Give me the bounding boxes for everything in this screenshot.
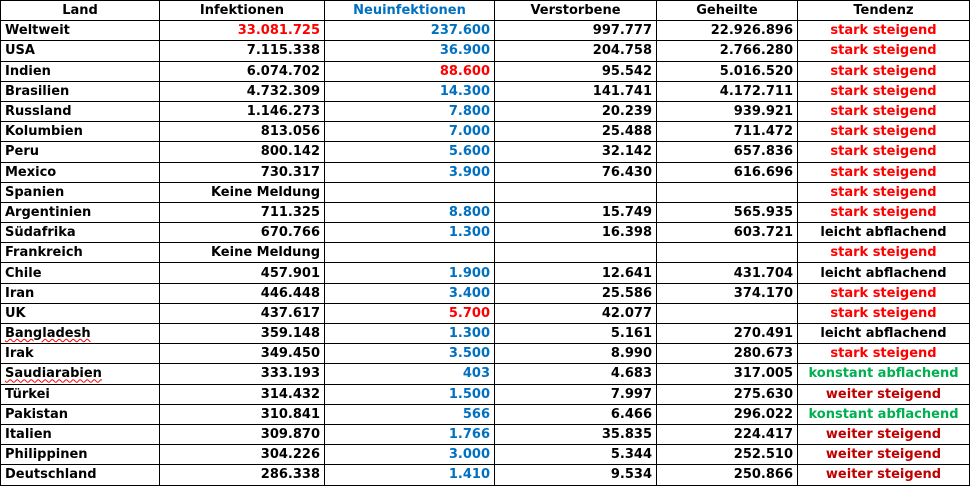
cell-geheilte: 224.417 bbox=[657, 424, 798, 444]
cell-verstorbene: 32.142 bbox=[495, 142, 657, 162]
table-row bbox=[1, 445, 970, 465]
table-row bbox=[1, 202, 970, 222]
cell-tendenz: stark steigend bbox=[798, 142, 970, 162]
cell-infektionen: 333.193 bbox=[160, 364, 325, 384]
cell-infektionen: 314.432 bbox=[160, 384, 325, 404]
cell-verstorbene: 15.749 bbox=[495, 202, 657, 222]
cell-land: Weltweit bbox=[1, 21, 160, 41]
cell-infektionen: 446.448 bbox=[160, 283, 325, 303]
cell-tendenz: konstant abflachend bbox=[798, 404, 970, 424]
cell-land: UK bbox=[1, 303, 160, 323]
cell-tendenz: stark steigend bbox=[798, 162, 970, 182]
cell-geheilte: 270.491 bbox=[657, 324, 798, 344]
table-row bbox=[1, 223, 970, 243]
cell-verstorbene: 76.430 bbox=[495, 162, 657, 182]
table-row bbox=[1, 81, 970, 101]
cell-infektionen: 813.056 bbox=[160, 122, 325, 142]
cell-land: Pakistan bbox=[1, 404, 160, 424]
cell-infektionen: 359.148 bbox=[160, 324, 325, 344]
cell-tendenz: stark steigend bbox=[798, 101, 970, 121]
cell-infektionen: 33.081.725 bbox=[160, 21, 325, 41]
cell-verstorbene: 25.488 bbox=[495, 122, 657, 142]
cell-tendenz: stark steigend bbox=[798, 41, 970, 61]
cell-geheilte: 657.836 bbox=[657, 142, 798, 162]
cell-tendenz: weiter steigend bbox=[798, 424, 970, 444]
cell-verstorbene: 8.990 bbox=[495, 344, 657, 364]
cell-infektionen: 437.617 bbox=[160, 303, 325, 323]
cell-tendenz: stark steigend bbox=[798, 81, 970, 101]
table-row bbox=[1, 142, 970, 162]
cell-land: Deutschland bbox=[1, 465, 160, 485]
cell-verstorbene: 35.835 bbox=[495, 424, 657, 444]
table-row bbox=[1, 41, 970, 61]
cell-neuinfektionen: 14.300 bbox=[325, 81, 495, 101]
cell-geheilte bbox=[657, 182, 798, 202]
cell-land: Chile bbox=[1, 263, 160, 283]
header-verstorbene: Verstorbene bbox=[495, 1, 657, 21]
cell-neuinfektionen: 3.400 bbox=[325, 283, 495, 303]
cell-geheilte: 317.005 bbox=[657, 364, 798, 384]
cell-land: Argentinien bbox=[1, 202, 160, 222]
cell-tendenz: weiter steigend bbox=[798, 465, 970, 485]
cell-geheilte: 4.172.711 bbox=[657, 81, 798, 101]
header-neuinfektionen: Neuinfektionen bbox=[325, 1, 495, 21]
cell-tendenz: stark steigend bbox=[798, 61, 970, 81]
cell-tendenz: leicht abflachend bbox=[798, 223, 970, 243]
cell-land: Kolumbien bbox=[1, 122, 160, 142]
table-row bbox=[1, 344, 970, 364]
cell-land: Bangladesh bbox=[1, 324, 160, 344]
cell-infektionen: 670.766 bbox=[160, 223, 325, 243]
cell-neuinfektionen: 1.300 bbox=[325, 324, 495, 344]
cell-land: Saudiarabien bbox=[1, 364, 160, 384]
cell-infektionen: Keine Meldung bbox=[160, 182, 325, 202]
cell-verstorbene: 997.777 bbox=[495, 21, 657, 41]
cell-tendenz: stark steigend bbox=[798, 303, 970, 323]
cell-geheilte: 275.630 bbox=[657, 384, 798, 404]
cell-neuinfektionen: 3.000 bbox=[325, 445, 495, 465]
cell-verstorbene: 20.239 bbox=[495, 101, 657, 121]
cell-verstorbene: 95.542 bbox=[495, 61, 657, 81]
header-geheilte: Geheilte bbox=[657, 1, 798, 21]
cell-infektionen: 7.115.338 bbox=[160, 41, 325, 61]
cell-land: Spanien bbox=[1, 182, 160, 202]
cell-land: USA bbox=[1, 41, 160, 61]
cell-neuinfektionen: 3.500 bbox=[325, 344, 495, 364]
cell-land: Südafrika bbox=[1, 223, 160, 243]
cell-neuinfektionen bbox=[325, 243, 495, 263]
cell-geheilte: 22.926.896 bbox=[657, 21, 798, 41]
cell-infektionen: 349.450 bbox=[160, 344, 325, 364]
cell-infektionen: Keine Meldung bbox=[160, 243, 325, 263]
cell-neuinfektionen: 237.600 bbox=[325, 21, 495, 41]
cell-tendenz: weiter steigend bbox=[798, 384, 970, 404]
cell-infektionen: 730.317 bbox=[160, 162, 325, 182]
cell-tendenz: weiter steigend bbox=[798, 445, 970, 465]
cell-geheilte: 296.022 bbox=[657, 404, 798, 424]
cell-neuinfektionen: 7.000 bbox=[325, 122, 495, 142]
cell-tendenz: stark steigend bbox=[798, 243, 970, 263]
cell-infektionen: 711.325 bbox=[160, 202, 325, 222]
cell-verstorbene: 9.534 bbox=[495, 465, 657, 485]
cell-neuinfektionen: 1.500 bbox=[325, 384, 495, 404]
cell-verstorbene: 141.741 bbox=[495, 81, 657, 101]
cell-neuinfektionen: 7.800 bbox=[325, 101, 495, 121]
cell-tendenz: leicht abflachend bbox=[798, 263, 970, 283]
cell-land: Frankreich bbox=[1, 243, 160, 263]
cell-land: Peru bbox=[1, 142, 160, 162]
cell-tendenz: stark steigend bbox=[798, 122, 970, 142]
cell-land: Russland bbox=[1, 101, 160, 121]
cell-geheilte: 374.170 bbox=[657, 283, 798, 303]
table-row bbox=[1, 263, 970, 283]
cell-land: Indien bbox=[1, 61, 160, 81]
table-row bbox=[1, 283, 970, 303]
cell-infektionen: 304.226 bbox=[160, 445, 325, 465]
table-row bbox=[1, 101, 970, 121]
table-row bbox=[1, 122, 970, 142]
cell-infektionen: 286.338 bbox=[160, 465, 325, 485]
cell-neuinfektionen: 1.300 bbox=[325, 223, 495, 243]
cell-geheilte: 565.935 bbox=[657, 202, 798, 222]
table-row bbox=[1, 424, 970, 444]
table-row bbox=[1, 364, 970, 384]
cell-verstorbene: 4.683 bbox=[495, 364, 657, 384]
cell-geheilte: 431.704 bbox=[657, 263, 798, 283]
cell-neuinfektionen: 3.900 bbox=[325, 162, 495, 182]
cell-neuinfektionen: 1.766 bbox=[325, 424, 495, 444]
cell-geheilte: 250.866 bbox=[657, 465, 798, 485]
cell-geheilte: 616.696 bbox=[657, 162, 798, 182]
cell-neuinfektionen: 8.800 bbox=[325, 202, 495, 222]
cell-neuinfektionen: 403 bbox=[325, 364, 495, 384]
cell-neuinfektionen: 36.900 bbox=[325, 41, 495, 61]
cell-tendenz: stark steigend bbox=[798, 283, 970, 303]
cell-verstorbene bbox=[495, 243, 657, 263]
table-row bbox=[1, 21, 970, 41]
cell-geheilte: 5.016.520 bbox=[657, 61, 798, 81]
header-tendenz: Tendenz bbox=[798, 1, 970, 21]
cell-neuinfektionen: 5.700 bbox=[325, 303, 495, 323]
cell-tendenz: stark steigend bbox=[798, 182, 970, 202]
cell-infektionen: 310.841 bbox=[160, 404, 325, 424]
cell-infektionen: 6.074.702 bbox=[160, 61, 325, 81]
table-row bbox=[1, 61, 970, 81]
cell-infektionen: 457.901 bbox=[160, 263, 325, 283]
cell-infektionen: 4.732.309 bbox=[160, 81, 325, 101]
table-row bbox=[1, 303, 970, 323]
cell-verstorbene: 12.641 bbox=[495, 263, 657, 283]
cell-neuinfektionen: 88.600 bbox=[325, 61, 495, 81]
table-row bbox=[1, 384, 970, 404]
cell-geheilte: 711.472 bbox=[657, 122, 798, 142]
table-row bbox=[1, 324, 970, 344]
cell-geheilte: 280.673 bbox=[657, 344, 798, 364]
cell-tendenz: stark steigend bbox=[798, 21, 970, 41]
cell-verstorbene: 25.586 bbox=[495, 283, 657, 303]
cell-land: Irak bbox=[1, 344, 160, 364]
cell-geheilte: 939.921 bbox=[657, 101, 798, 121]
table-body bbox=[1, 21, 970, 485]
cell-land: Italien bbox=[1, 424, 160, 444]
cell-neuinfektionen: 566 bbox=[325, 404, 495, 424]
cell-geheilte bbox=[657, 243, 798, 263]
cell-land: Mexico bbox=[1, 162, 160, 182]
cell-neuinfektionen: 5.600 bbox=[325, 142, 495, 162]
cell-geheilte bbox=[657, 303, 798, 323]
cell-tendenz: leicht abflachend bbox=[798, 324, 970, 344]
table-row bbox=[1, 404, 970, 424]
table-row bbox=[1, 243, 970, 263]
header-infektionen: Infektionen bbox=[160, 1, 325, 21]
cell-neuinfektionen: 1.900 bbox=[325, 263, 495, 283]
cell-land: Philippinen bbox=[1, 445, 160, 465]
cell-verstorbene bbox=[495, 182, 657, 202]
cell-tendenz: konstant abflachend bbox=[798, 364, 970, 384]
cell-verstorbene: 6.466 bbox=[495, 404, 657, 424]
cell-geheilte: 252.510 bbox=[657, 445, 798, 465]
cell-land: Türkei bbox=[1, 384, 160, 404]
cell-tendenz: stark steigend bbox=[798, 202, 970, 222]
cell-verstorbene: 42.077 bbox=[495, 303, 657, 323]
table-row bbox=[1, 182, 970, 202]
cell-verstorbene: 5.344 bbox=[495, 445, 657, 465]
cell-land: Iran bbox=[1, 283, 160, 303]
cell-geheilte: 2.766.280 bbox=[657, 41, 798, 61]
cell-infektionen: 800.142 bbox=[160, 142, 325, 162]
header-row bbox=[1, 1, 970, 21]
cell-land: Brasilien bbox=[1, 81, 160, 101]
cell-verstorbene: 5.161 bbox=[495, 324, 657, 344]
cell-verstorbene: 7.997 bbox=[495, 384, 657, 404]
cell-infektionen: 309.870 bbox=[160, 424, 325, 444]
cell-tendenz: stark steigend bbox=[798, 344, 970, 364]
cell-verstorbene: 204.758 bbox=[495, 41, 657, 61]
cell-verstorbene: 16.398 bbox=[495, 223, 657, 243]
cell-infektionen: 1.146.273 bbox=[160, 101, 325, 121]
cell-geheilte: 603.721 bbox=[657, 223, 798, 243]
cell-neuinfektionen: 1.410 bbox=[325, 465, 495, 485]
header-land: Land bbox=[1, 1, 160, 21]
cell-neuinfektionen bbox=[325, 182, 495, 202]
table-row bbox=[1, 162, 970, 182]
table-row bbox=[1, 465, 970, 485]
